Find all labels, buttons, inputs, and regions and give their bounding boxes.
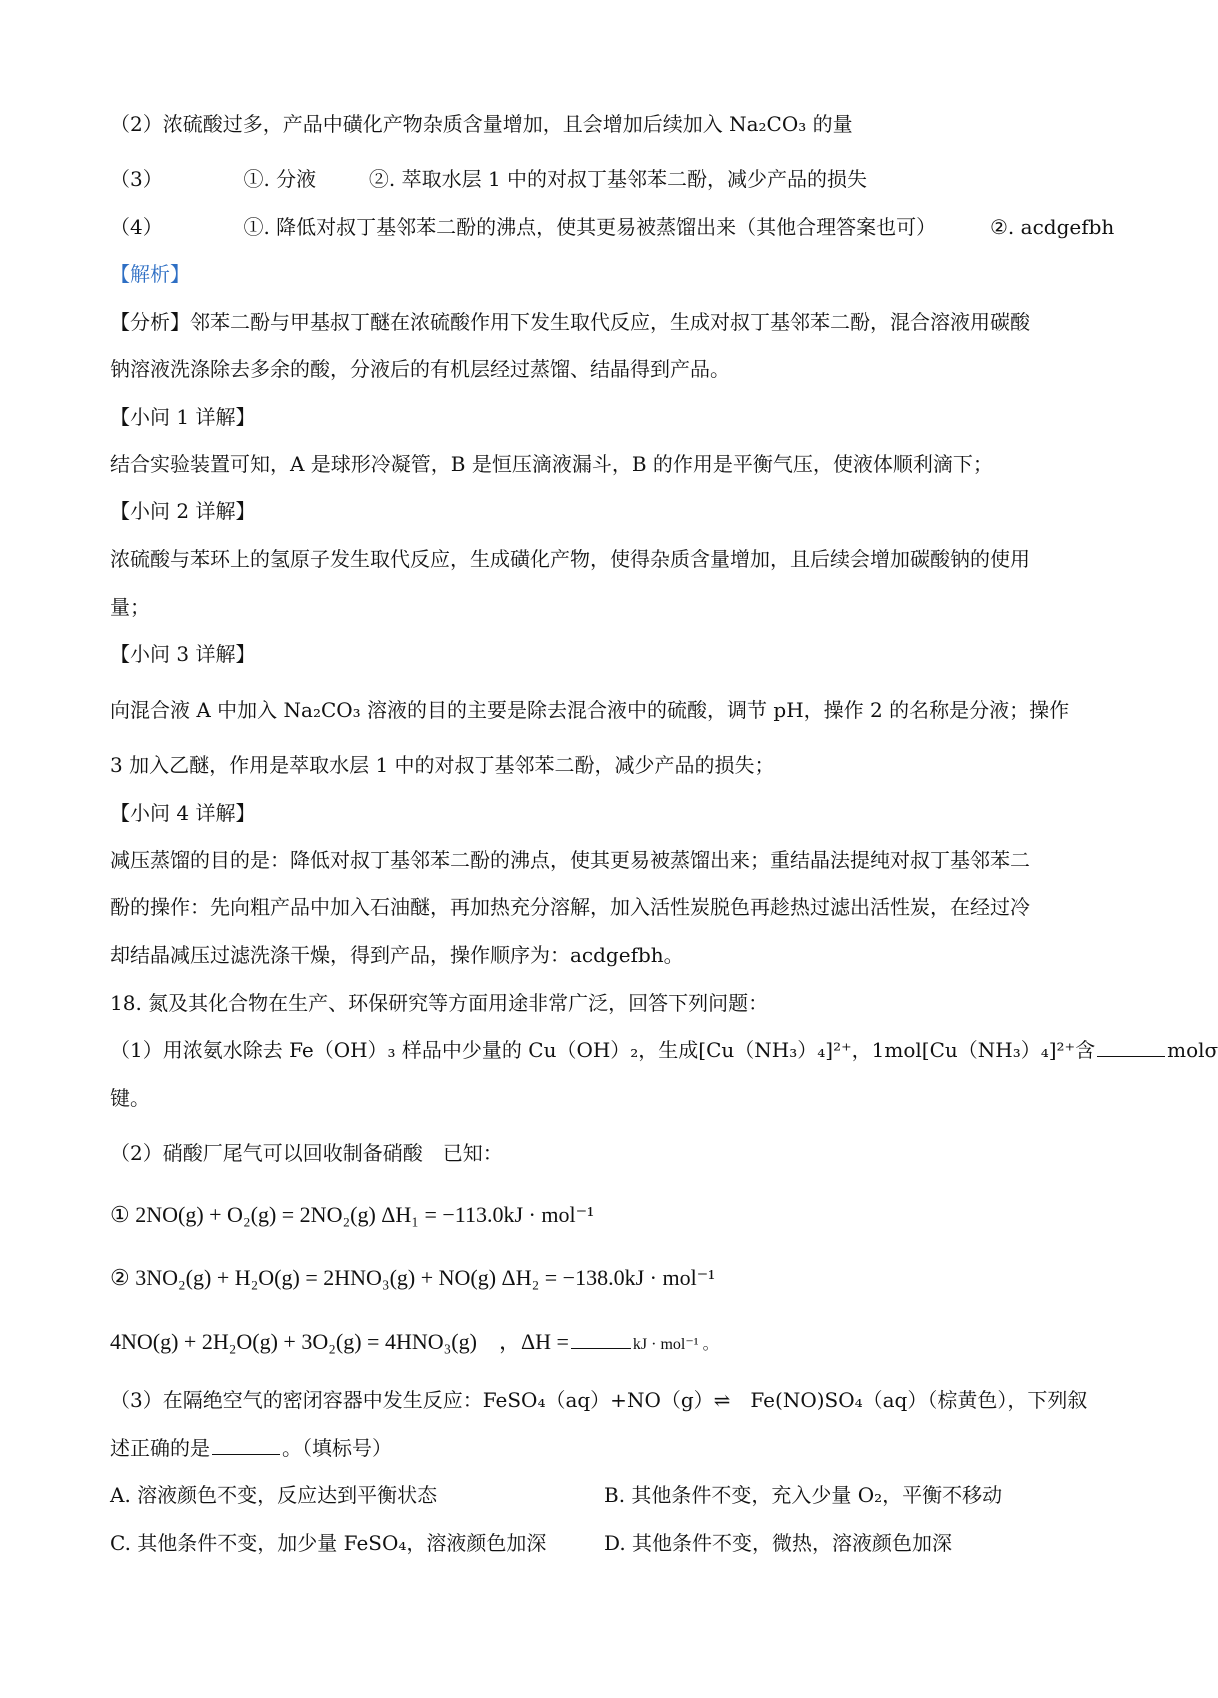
answer-blank	[212, 1436, 280, 1455]
question-18-part-3-cont	[110, 1434, 1105, 1462]
question-18-part-2: （2）硝酸厂尾气可以回收制备硝酸 已知：	[110, 1141, 503, 1165]
option-a: A. 溶液颜色不变，反应达到平衡状态	[110, 1483, 438, 1507]
sub1-heading: 【小问 1 详解】	[110, 405, 256, 429]
answer-4-number: （4）	[110, 215, 163, 239]
equation-2: ② 3NO₂(g) + H₂O(g) = 2HNO₃(g) + NO(g) ΔH₂ = −138.0kJ · mol⁻¹	[110, 1265, 715, 1290]
part-1-tail: 键。	[110, 1086, 150, 1110]
answer-blank	[1097, 1038, 1165, 1057]
sub4-line-3: 却结晶减压过滤洗涤干燥，得到产品，操作顺序为：acdgefbh。	[110, 943, 684, 967]
question-18-part-1	[110, 1036, 1218, 1064]
sub2-line-1: 浓硫酸与苯环上的氢原子发生取代反应，生成磺化产物，使得杂质含量增加，且后续会增加碳酸钠的使用	[110, 547, 1030, 571]
sub2-heading: 【小问 2 详解】	[110, 499, 256, 523]
option-d: D. 其他条件不变，微热，溶液颜色加深	[604, 1531, 953, 1555]
option-c: C. 其他条件不变，加少量 FeSO₄，溶液颜色加深	[110, 1531, 547, 1555]
answer-2: （2）浓硫酸过多，产品中磺化产物杂质含量增加，且会增加后续加入 Na₂CO₃ 的量	[110, 112, 853, 136]
answer-4	[110, 213, 1105, 241]
answer-3	[110, 165, 1105, 193]
part-1-text: （1）用浓氨水除去 Fe（OH）₃ 样品中少量的 Cu（OH）₂，生成[Cu（NH₃）₄]²⁺，1mol[Cu（NH₃）₄]²⁺含	[110, 1038, 1096, 1062]
sub2-line-2: 量；	[110, 595, 150, 619]
equation-3-text: 4NO(g) + 2H₂O(g) + 3O₂(g) = 4HNO₃(g) ，ΔH =	[110, 1329, 569, 1354]
sub4-line-2: 酚的操作：先向粗产品中加入石油醚，再加热充分溶解，加入活性炭脱色再趁热过滤出活性炭，在经过冷	[110, 895, 1030, 919]
answer-3-number: （3）	[110, 167, 163, 191]
question-18-part-3: （3）在隔绝空气的密闭容器中发生反应：FeSO₄（aq）+NO（g）⇌ Fe(NO)SO₄（aq）（棕黄色），下列叙	[110, 1388, 1088, 1412]
answer-3-part-a: ①. 分液	[243, 167, 317, 191]
sub3-line-2: 3 加入乙醚，作用是萃取水层 1 中的对叔丁基邻苯二酚，减少产品的损失；	[110, 753, 775, 777]
part-3-tail: 。（填标号）	[282, 1436, 392, 1460]
equation-3	[110, 1328, 1105, 1359]
answer-4-part-b: ②. acdgefbh	[990, 215, 1115, 239]
option-b: B. 其他条件不变，充入少量 O₂，平衡不移动	[604, 1483, 1003, 1507]
analysis-line-1: 【分析】邻苯二酚与甲基叔丁醚在浓硫酸作用下发生取代反应，生成对叔丁基邻苯二酚，混合溶液用碳酸	[110, 310, 1030, 334]
answer-3-part-b: ②. 萃取水层 1 中的对叔丁基邻苯二酚，减少产品的损失	[368, 167, 868, 191]
sub3-line-1: 向混合液 A 中加入 Na₂CO₃ 溶液的目的主要是除去混合液中的硫酸，调节 pH，操作 2 的名称是分液；操作	[110, 698, 1070, 722]
equation-3-unit: kJ · mol⁻¹ 。	[632, 1336, 719, 1353]
sub4-heading: 【小问 4 详解】	[110, 801, 256, 825]
jiexi-heading: 【解析】	[110, 262, 190, 286]
equation-1: ① 2NO(g) + O₂(g) = 2NO₂(g) ΔH₁ = −113.0kJ · mol⁻¹	[110, 1202, 594, 1227]
question-18-title: 18. 氮及其化合物在生产、环保研究等方面用途非常广泛，回答下列问题：	[110, 991, 769, 1015]
part-1-unit: molσ	[1167, 1038, 1218, 1062]
sub1-text: 结合实验装置可知，A 是球形冷凝管，B 是恒压滴液漏斗，B 的作用是平衡气压，使液体顺利滴下；	[110, 452, 993, 476]
part-3-text: 述正确的是	[110, 1436, 210, 1460]
answer-blank	[571, 1330, 631, 1349]
sub4-line-1: 减压蒸馏的目的是：降低对叔丁基邻苯二酚的沸点，使其更易被蒸馏出来；重结晶法提纯对叔丁基邻苯二	[110, 848, 1030, 872]
analysis-line-2: 钠溶液洗涤除去多余的酸，分液后的有机层经过蒸馏、结晶得到产品。	[110, 357, 730, 381]
sub3-heading: 【小问 3 详解】	[110, 642, 256, 666]
answer-4-part-a: ①. 降低对叔丁基邻苯二酚的沸点，使其更易被蒸馏出来（其他合理答案也可）	[243, 215, 937, 239]
